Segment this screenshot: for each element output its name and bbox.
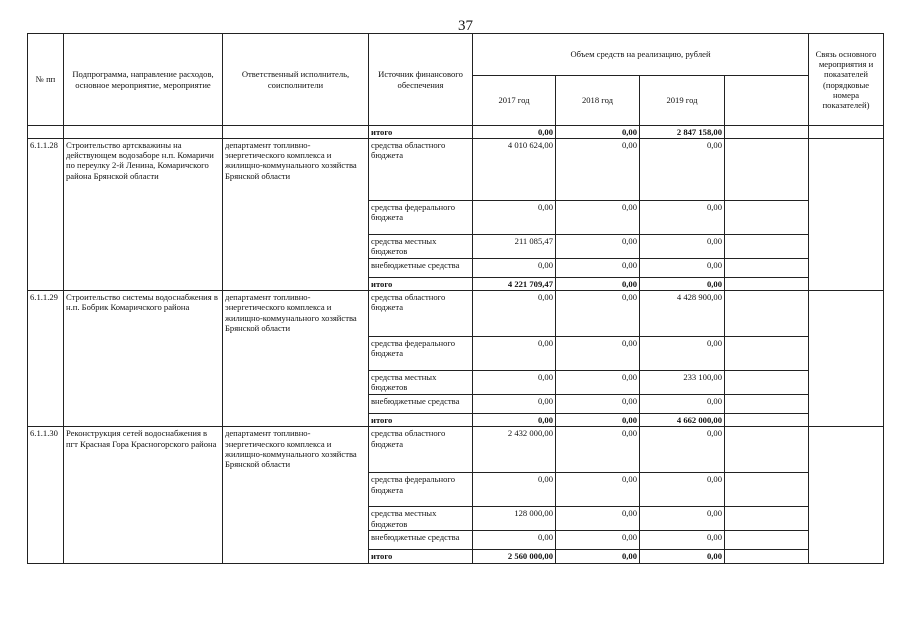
header-source: Источник финансового обеспечения	[369, 34, 473, 126]
total-label: итого	[369, 278, 473, 291]
table-row	[28, 291, 884, 337]
source-label: средства местных бюджетов	[369, 507, 473, 531]
total-label: итого	[369, 414, 473, 427]
header-year-2017: 2017 год	[473, 76, 556, 126]
value-2019: 0,00	[640, 259, 725, 278]
total-2018: 0,00	[556, 278, 640, 291]
source-label: средства областного бюджета	[369, 427, 473, 473]
source-label: средства федерального бюджета	[369, 201, 473, 235]
header-volume: Объем средств на реализацию, рублей	[473, 34, 809, 76]
total-label: итого	[369, 550, 473, 563]
total-2019: 4 662 000,00	[640, 414, 725, 427]
value-2017: 0,00	[473, 473, 556, 507]
source-label: средства местных бюджетов	[369, 235, 473, 259]
item-name: Строительство системы водоснабжения в н.п. Бобрик Комаричского района	[64, 291, 223, 427]
total-label: итого	[369, 126, 473, 139]
header-link: Связь основного мероприятия и показателей (порядковые номера показателей)	[809, 34, 884, 126]
total-2019: 0,00	[640, 278, 725, 291]
value-2018: 0,00	[556, 473, 640, 507]
value-2017: 4 010 624,00	[473, 139, 556, 201]
value-2018: 0,00	[556, 427, 640, 473]
value-2017: 0,00	[473, 395, 556, 414]
total-2018: 0,00	[556, 550, 640, 563]
value-2018: 0,00	[556, 371, 640, 395]
value-2017: 0,00	[473, 259, 556, 278]
value-2019: 0,00	[640, 473, 725, 507]
total-2019: 0,00	[640, 550, 725, 563]
total-2017: 2 560 000,00	[473, 550, 556, 563]
source-label: средства областного бюджета	[369, 291, 473, 337]
value-2019: 4 428 900,00	[640, 291, 725, 337]
value-2018: 0,00	[556, 201, 640, 235]
value-2017: 211 085,47	[473, 235, 556, 259]
value-2018: 0,00	[556, 139, 640, 201]
page-number: 37	[458, 18, 473, 34]
value-2018: 0,00	[556, 507, 640, 531]
total-2017: 0,00	[473, 414, 556, 427]
value-2018: 0,00	[556, 259, 640, 278]
value-2019: 0,00	[640, 507, 725, 531]
total-2018: 0,00	[556, 126, 640, 139]
value-2019: 0,00	[640, 531, 725, 550]
value-2019: 0,00	[640, 337, 725, 371]
value-2019: 0,00	[640, 201, 725, 235]
header-year-2019: 2019 год	[640, 76, 725, 126]
value-2017: 128 000,00	[473, 507, 556, 531]
value-2017: 0,00	[473, 291, 556, 337]
value-2019: 0,00	[640, 235, 725, 259]
total-2017: 0,00	[473, 126, 556, 139]
source-label: внебюджетные средства	[369, 259, 473, 278]
value-2018: 0,00	[556, 531, 640, 550]
value-2018: 0,00	[556, 337, 640, 371]
value-2018: 0,00	[556, 235, 640, 259]
item-code: 6.1.1.30	[28, 427, 64, 563]
header-num: № пп	[28, 34, 64, 126]
item-executor: департамент топливно-энергетического комплекса и жилищно-коммунального хозяйства Брянской области	[223, 291, 369, 427]
value-2017: 0,00	[473, 371, 556, 395]
source-label: внебюджетные средства	[369, 395, 473, 414]
header-year-2018: 2018 год	[556, 76, 640, 126]
header-program: Подпрограмма, направление расходов, основное мероприятие, мероприятие	[64, 34, 223, 126]
source-label: средства областного бюджета	[369, 139, 473, 201]
value-2017: 0,00	[473, 337, 556, 371]
budget-table	[27, 33, 884, 564]
value-2019: 233 100,00	[640, 371, 725, 395]
item-code: 6.1.1.28	[28, 139, 64, 291]
source-label: средства федерального бюджета	[369, 473, 473, 507]
item-code: 6.1.1.29	[28, 291, 64, 427]
item-name: Строительство артскважины на действующем водозаборе н.п. Комаричи по переулку 2-й Ленина, Комаричского района Брянской области	[64, 139, 223, 291]
item-executor: департамент топливно-энергетического комплекса и жилищно-коммунального хозяйства Брянской области	[223, 139, 369, 291]
value-2018: 0,00	[556, 395, 640, 414]
source-label: средства местных бюджетов	[369, 371, 473, 395]
value-2017: 0,00	[473, 201, 556, 235]
value-2017: 0,00	[473, 531, 556, 550]
header-executor: Ответственный исполнитель, соисполнители	[223, 34, 369, 126]
value-2019: 0,00	[640, 395, 725, 414]
source-label: средства федерального бюджета	[369, 337, 473, 371]
table-row-top-total	[28, 126, 884, 139]
item-executor: департамент топливно-энергетического комплекса и жилищно-коммунального хозяйства Брянской области	[223, 427, 369, 563]
total-2018: 0,00	[556, 414, 640, 427]
total-2019: 2 847 158,00	[640, 126, 725, 139]
table-row	[28, 139, 884, 201]
table-row	[28, 427, 884, 473]
total-2017: 4 221 709,47	[473, 278, 556, 291]
header-year-empty	[725, 76, 809, 126]
value-2017: 2 432 000,00	[473, 427, 556, 473]
value-2018: 0,00	[556, 291, 640, 337]
item-name: Реконструкция сетей водоснабжения в пгт Красная Гора Красногорского района	[64, 427, 223, 563]
value-2019: 0,00	[640, 139, 725, 201]
source-label: внебюджетные средства	[369, 531, 473, 550]
value-2019: 0,00	[640, 427, 725, 473]
